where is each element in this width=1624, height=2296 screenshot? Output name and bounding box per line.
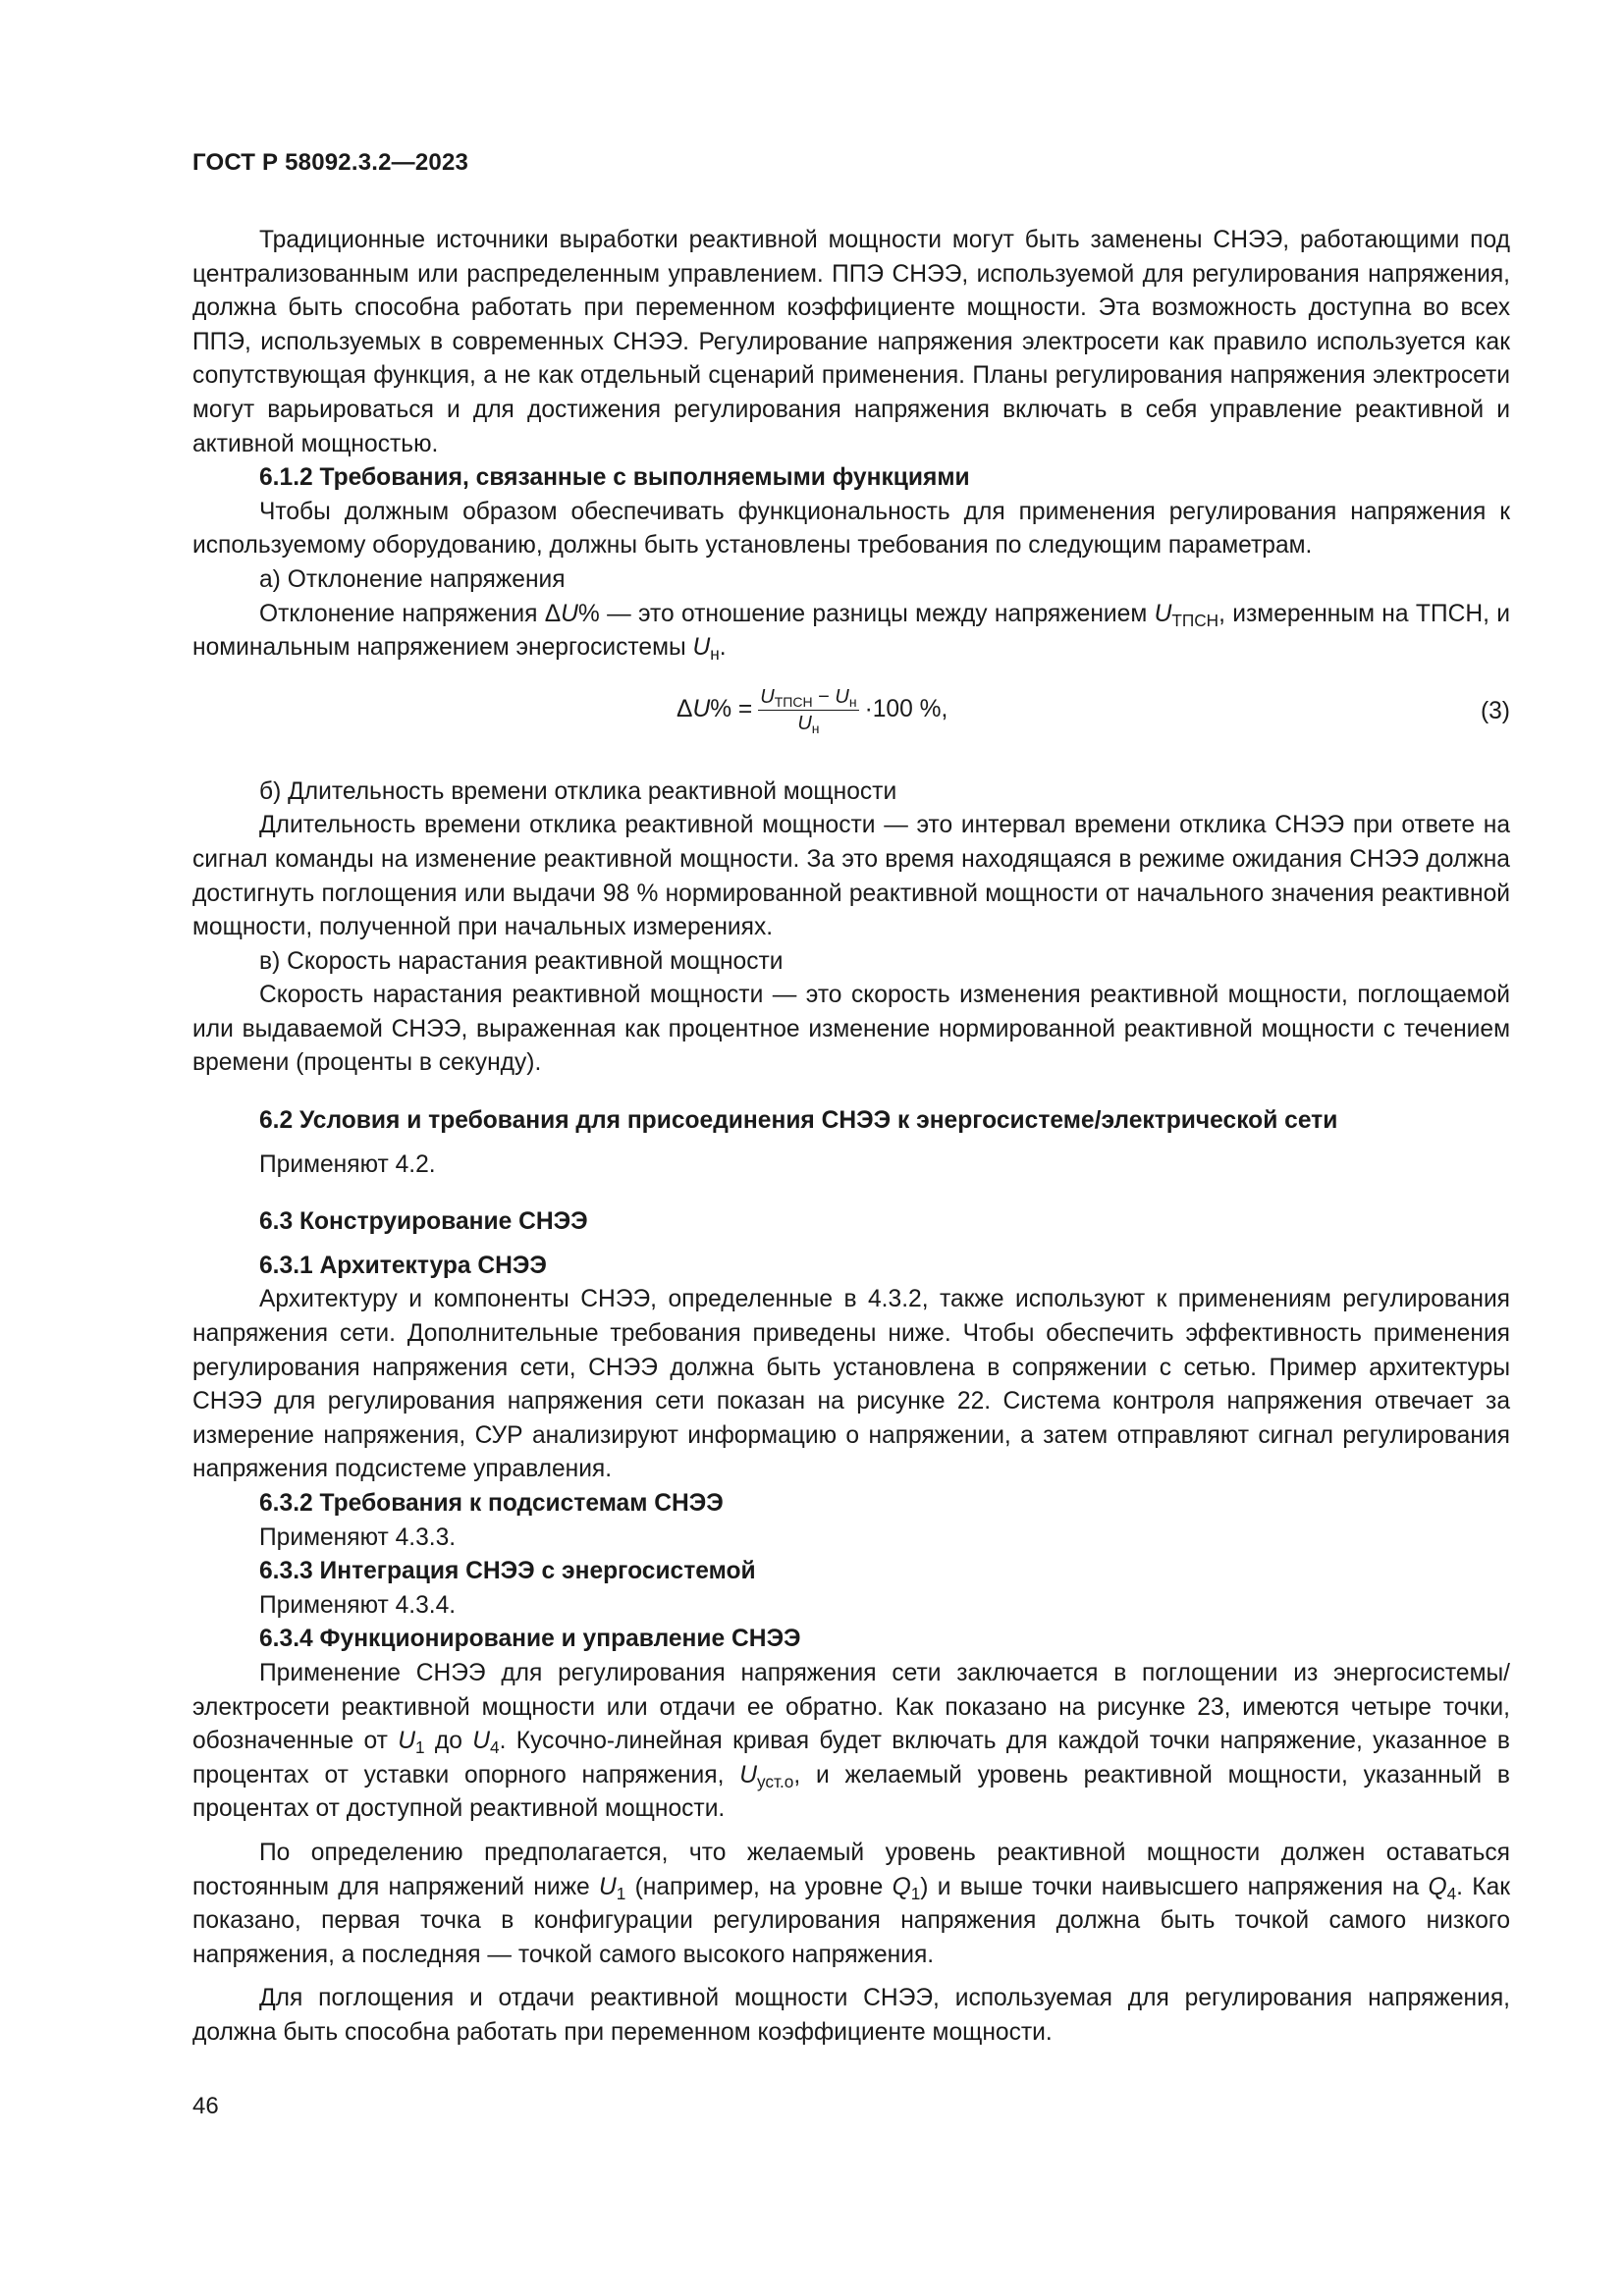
section-heading-6-3-2: 6.3.2 Требования к подсистемам СНЭЭ (259, 1490, 724, 1517)
fraction-denominator: $U_н$ (797, 712, 820, 736)
paragraph: Архитектуру и компоненты СНЭЭ, определенные в 4.3.2, также используют к применениям регулирования напряжения сети. Дополнительные требования приведены ниже. Чтобы обеспечить эффективность применения регулирования напряжения сети, СНЭЭ должна быть установлена в сопряжении с сетью. Пример архитектуры СНЭЭ для регулирования напряжения сети показан на рисунке 22. Система контроля напряжения отвечает за измерение напряжения, СУР анализируют информацию о напряжении, а затем отправляют сигнал регулирования напряжения подсистеме управления. (192, 1286, 1510, 1483)
paragraph: Применяют 4.3.4. (259, 1591, 457, 1619)
standard-header: ГОСТ Р 58092.3.2—2023 (192, 149, 469, 176)
paragraph: Применяют 4.3.3. (259, 1523, 457, 1551)
section-heading-6-3: 6.3 Конструирование СНЭЭ (259, 1208, 588, 1236)
paragraph: Чтобы должным образом обеспечивать функциональность для применения регулирования напряжения к используемому оборудованию, должны быть установлены требования по следующим параметрам. (192, 498, 1510, 560)
list-item-a: а) Отклонение напряжения (259, 565, 566, 593)
paragraph-control-points: Применение СНЭЭ для регулирования напряжения сети заключается в поглощении из энергосистемы/электросети реактивной мощности или отдачи ее обратно. Как показано на рисунке 23, имеются четыре точки, обозначенные от $U_1$ до $U_4$. Кусочно-линейная кривая будет включать для каждой точки напряжение, указанное в процентах от уставки опорного напряжения, $U_{уст.о}$, и желаемый уровень реактивной мощности, указанный в процентах от доступной реактивной мощности. (192, 1659, 1510, 1823)
body-text (192, 224, 1510, 2051)
page-number: 46 (192, 2093, 219, 2119)
paragraph: Применяют 4.2. (259, 1150, 436, 1178)
paragraph-voltage-deviation: Отклонение напряжения ΔU% — это отношение разницы между напряжением $U_{ТПСН}$, измеренным на ТПСН, и номинальным напряжением энергосистемы $U_н$. (192, 600, 1511, 665)
section-heading-6-3-4: 6.3.4 Функционирование и управление СНЭЭ (259, 1626, 801, 1653)
list-item-b: б) Длительность времени отклика реактивной мощности (259, 777, 897, 805)
paragraph: Традиционные источники выработки реактивной мощности могут быть заменены СНЭЭ, работающими под централизованным или распределенным управлением. ППЭ СНЭЭ, используемой для регулирования напряжения, должна быть способна работать при переменном коэффициенте мощности. Эта возможность доступна во всех ППЭ, используемых в современных СНЭЭ. Регулирование напряжения электросети как правило используется как сопутствующая функция, а не как отдельный сценарий применения. Планы регулирования напряжения электросети могут варьироваться и для достижения регулирования напряжения включать в себя управление реактивной и активной мощностью. (192, 227, 1510, 457)
formula-number: (3) (1480, 697, 1510, 724)
formula-3 (192, 681, 1510, 758)
formula-fraction (758, 685, 858, 735)
section-heading-6-1-2: 6.1.2 Требования, связанные с выполняемыми функциями (259, 464, 970, 492)
paragraph: Скорость нарастания реактивной мощности — это скорость изменения реактивной мощности, поглощаемой или выдаваемой СНЭЭ, выраженная как процентное изменение нормированной реактивной мощности с течением времени (проценты в секунду). (192, 982, 1510, 1077)
paragraph: Длительность времени отклика реактивной мощности — это интервал времени отклика СНЭЭ при ответе на сигнал команды на изменение реактивной мощности. За это время находящаяся в режиме ожидания СНЭЭ должна достигнуть поглощения или выдачи 98 % нормированной реактивной мощности от начального значения реактивной мощности, полученной при начальных измерениях. (192, 812, 1510, 941)
fraction-numerator: $U_{ТПСН} - U_н$ (760, 685, 857, 710)
section-heading-6-3-1: 6.3.1 Архитектура СНЭЭ (259, 1252, 547, 1279)
formula-expression: Δ U % = $\frac{U_{ТПСН} - U_н}{U_н}$ ·100 %, (677, 685, 948, 736)
paragraph-definition: По определению предполагается, что желаемый уровень реактивной мощности должен оставаться постоянным для напряжений ниже $U_1$ (например, на уровне $Q_1$) и выше точки наивысшего напряжения на $Q_4$. Как показано, первая точка в конфигурации регулирования напряжения должна быть точкой самого низкого напряжения, а последняя — точкой самого высокого напряжения. (192, 1839, 1511, 1968)
section-heading-6-2: 6.2 Условия и требования для присоединения СНЭЭ к энергосистеме/электрической сети (259, 1107, 1338, 1135)
section-heading-6-3-3: 6.3.3 Интеграция СНЭЭ с энергосистемой (259, 1558, 756, 1585)
paragraph: Для поглощения и отдачи реактивной мощности СНЭЭ, используемая для регулирования напряжения, должна быть способна работать при переменном коэффициенте мощности. (192, 1985, 1510, 2046)
list-item-c: в) Скорость нарастания реактивной мощности (259, 947, 784, 975)
